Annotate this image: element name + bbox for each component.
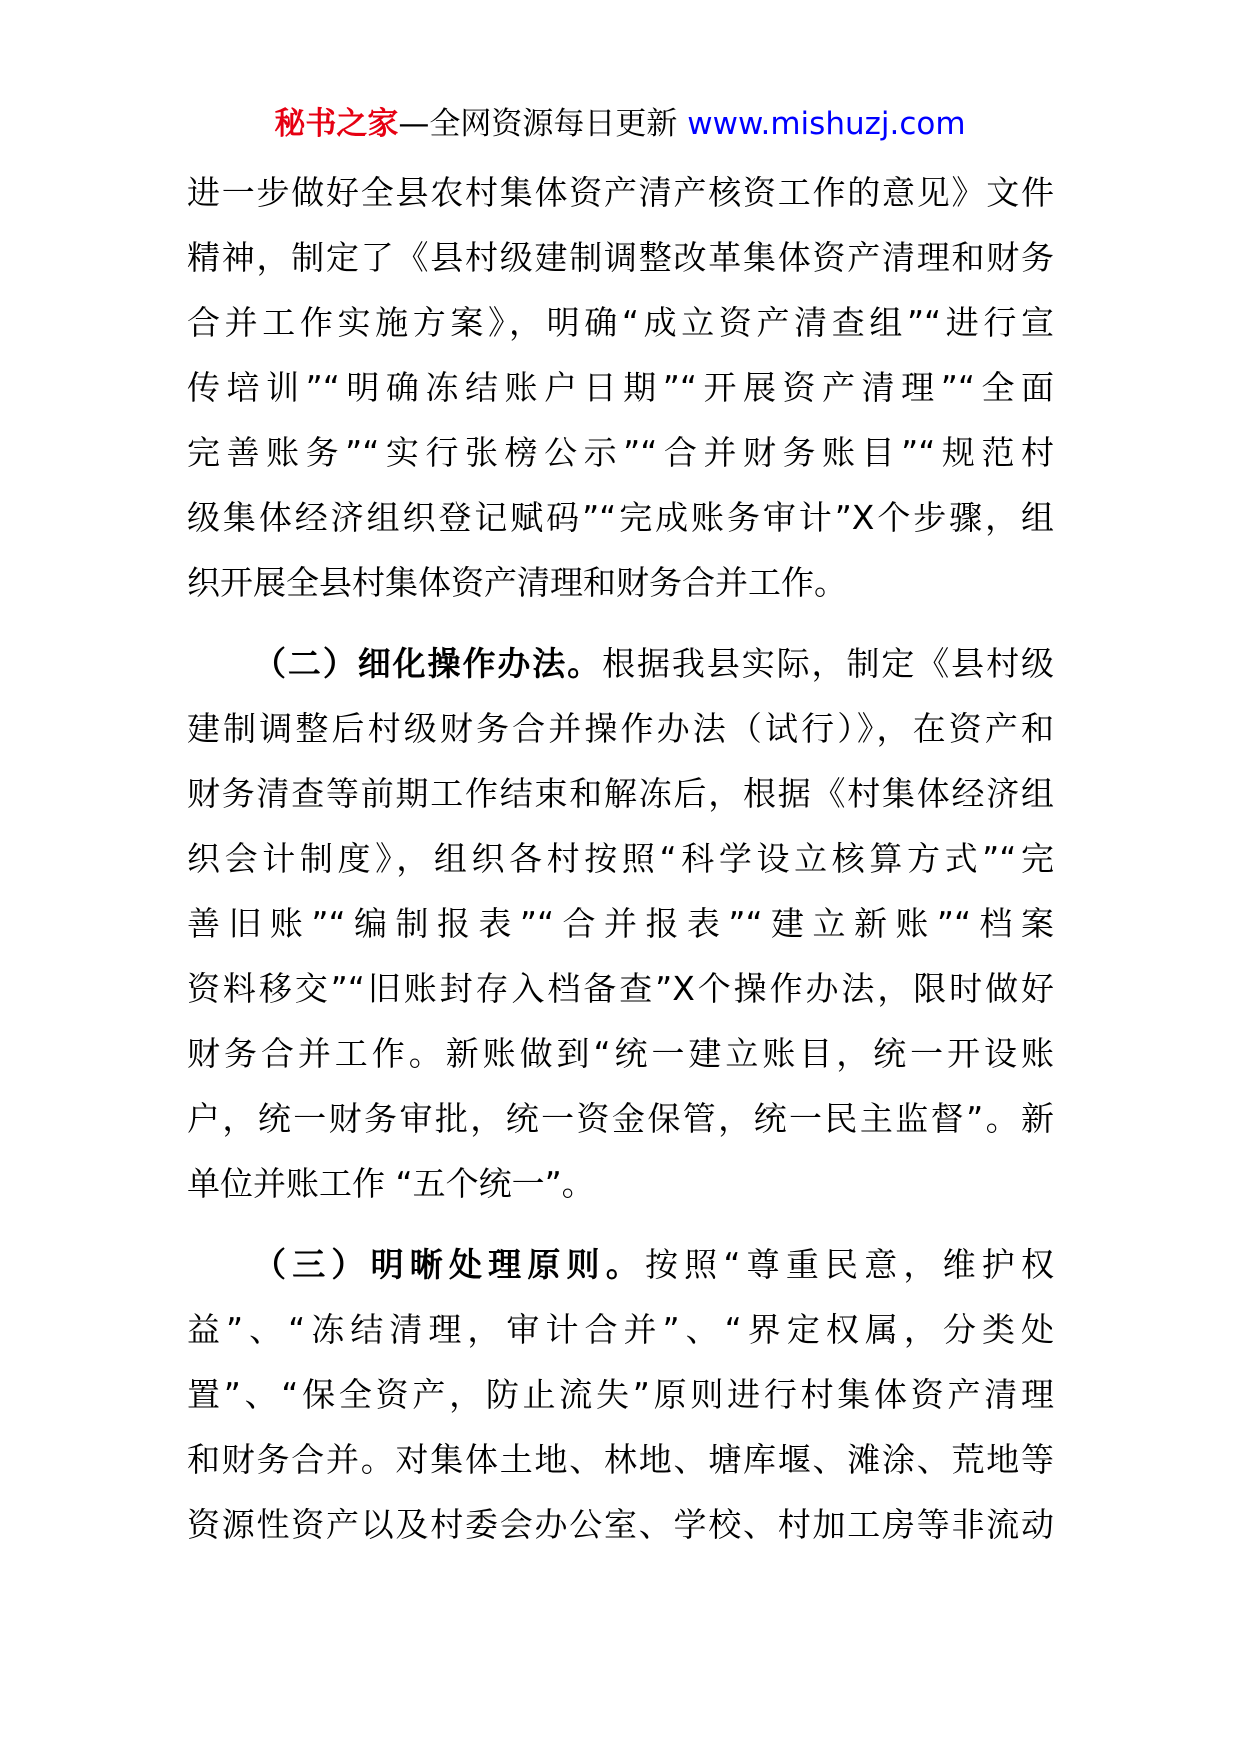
- text-line: 户，统一财务审批，统一资金保管，统一民主监督”。新: [187, 1099, 1054, 1138]
- paragraph-2: [187, 631, 1054, 1216]
- text-line: 合并工作实施方案》，明确“成立资产清查组”“进行宣: [187, 303, 1054, 342]
- text-line: 和财务合并。对集体土地、林地、塘库堰、滩涂、荒地等: [187, 1440, 1054, 1479]
- text-line: 传培训”“明确冻结账户日期”“开展资产清理”“全面: [187, 368, 1054, 407]
- text-line: 善旧账”“编制报表”“合并报表”“建立新账”“档案: [187, 904, 1054, 943]
- text-line: 织开展全县村集体资产清理和财务合并工作。: [187, 563, 847, 602]
- paragraph-1: [187, 160, 1054, 615]
- text-run: 根据我县实际，制定《县村级: [602, 644, 1054, 683]
- text-run: 按照“尊重民意，维护权: [644, 1245, 1054, 1284]
- paragraph-first-line: [187, 631, 1054, 696]
- text-line: 单位并账工作 “五个统一”。: [187, 1164, 595, 1203]
- text-line: 进一步做好全县农村集体资产清产核资工作的意见》文件: [187, 173, 1054, 212]
- site-url-link[interactable]: www.mishuzj.com: [687, 106, 966, 142]
- text-line: 财务清查等前期工作结束和解冻后，根据《村集体经济组: [187, 774, 1054, 813]
- section-heading: （二）细化操作办法。: [253, 644, 603, 683]
- text-line: 级集体经济组织登记赋码”“完成账务审计”X个步骤，组: [187, 498, 1054, 537]
- text-line: 财务合并工作。新账做到“统一建立账目，统一开设账: [187, 1034, 1054, 1073]
- text-line: 益”、“冻结清理，审计合并”、“界定权属，分类处: [187, 1310, 1054, 1349]
- paragraph-3: [187, 1232, 1054, 1557]
- text-line: 建制调整后村级财务合并操作办法（试行）》，在资产和: [187, 709, 1054, 748]
- site-brand: 秘书之家: [274, 106, 399, 142]
- text-line: 置”、“保全资产，防止流失”原则进行村集体资产清理: [187, 1375, 1054, 1414]
- text-line: 资料移交”“旧账封存入档备查”X个操作办法，限时做好: [187, 969, 1054, 1008]
- section-heading: （三）明晰处理原则。: [253, 1245, 645, 1284]
- document-body: [187, 160, 1054, 1557]
- text-line: 资源性资产以及村委会办公室、学校、村加工房等非流动: [187, 1505, 1054, 1544]
- site-tagline: —全网资源每日更新: [398, 106, 688, 142]
- site-header: [0, 100, 1240, 148]
- text-line: 精神，制定了《县村级建制调整改革集体资产清理和财务: [187, 238, 1054, 277]
- paragraph-first-line: [187, 1232, 1054, 1297]
- text-line: 织会计制度》，组织各村按照“科学设立核算方式”“完: [187, 839, 1054, 878]
- text-line: 完善账务”“实行张榜公示”“合并财务账目”“规范村: [187, 433, 1054, 472]
